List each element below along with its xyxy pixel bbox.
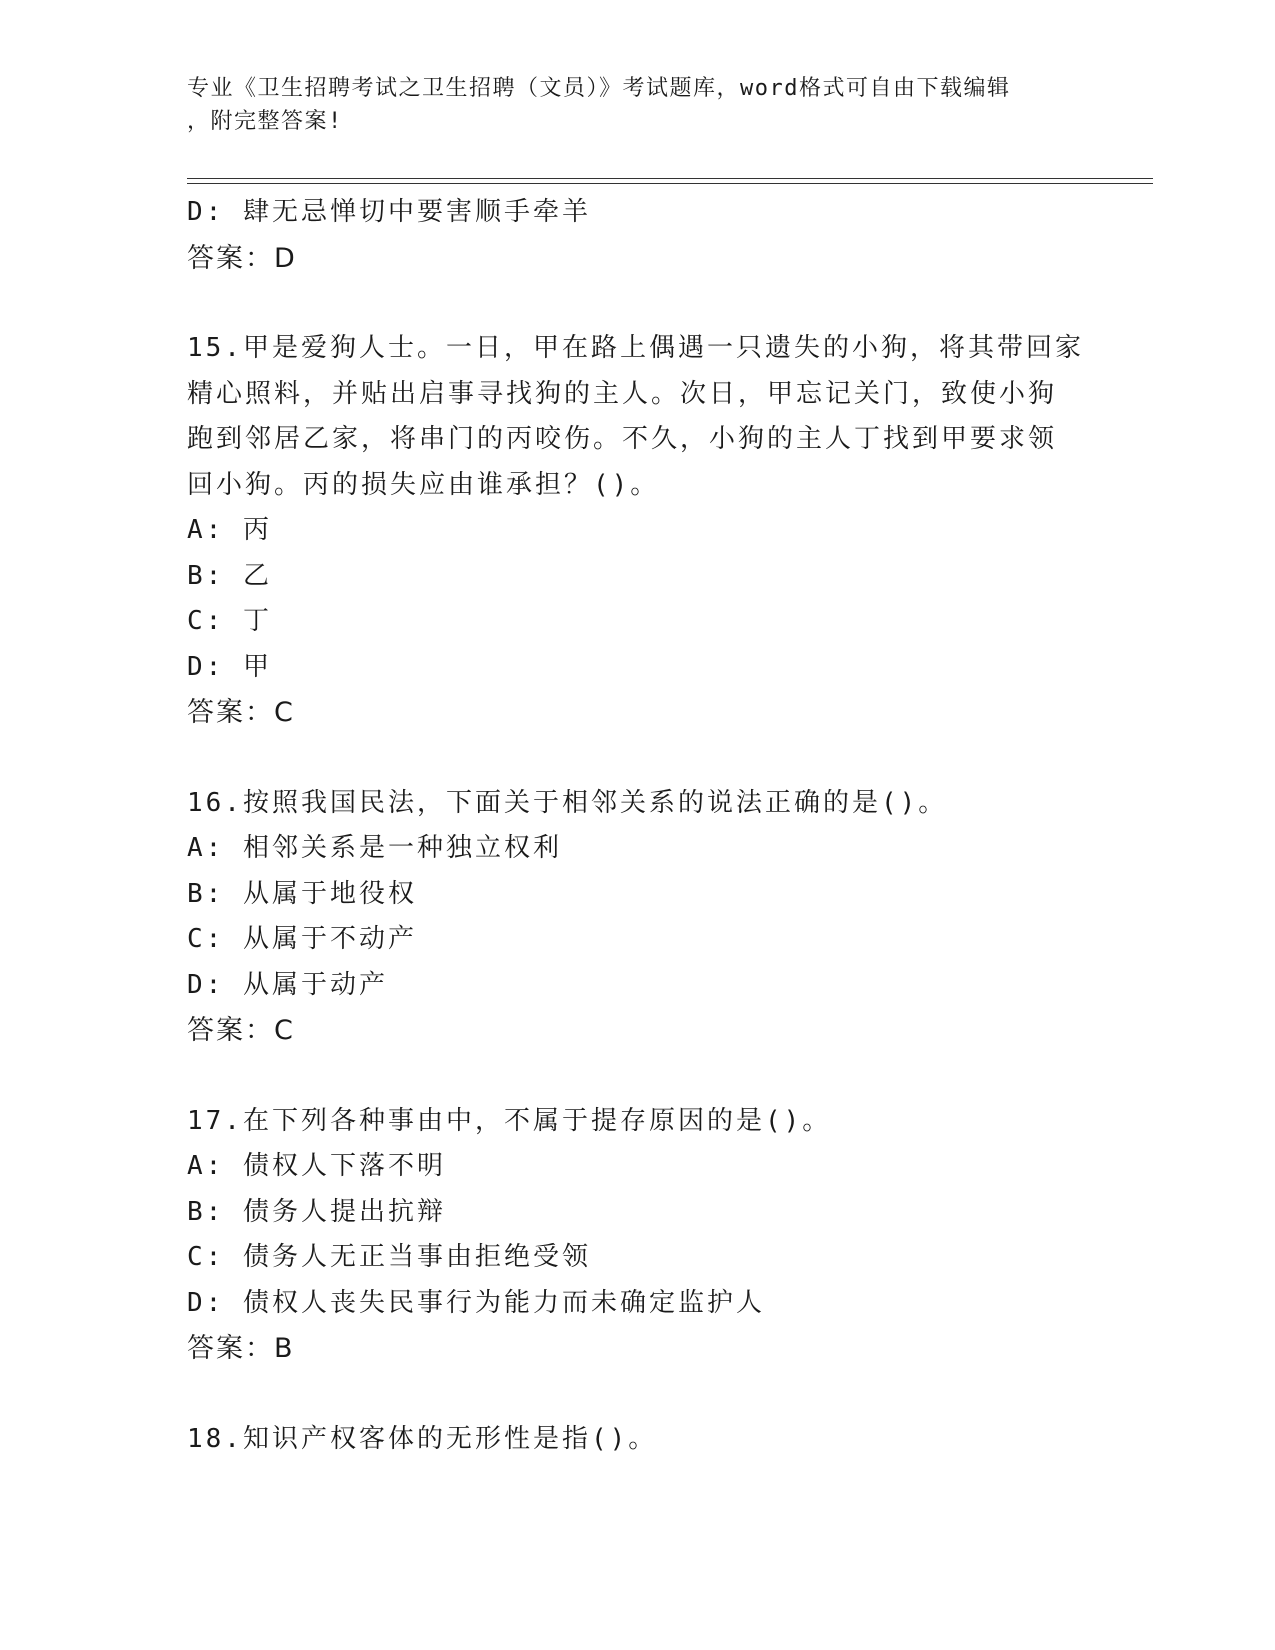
question-17	[187, 1099, 1087, 1372]
option-a: A: 相邻关系是一种独立权利	[187, 833, 562, 863]
answer: 答案：D	[187, 242, 297, 274]
option-a: A: 丙	[187, 515, 272, 545]
question-text: 18.知识产权客体的无形性是指()。	[187, 1423, 658, 1454]
question-text-line: 跑到邻居乙家，将串门的丙咬伤。不久，小狗的主人丁找到甲要求领	[187, 424, 1058, 454]
option-c: C: 丁	[187, 606, 272, 636]
spacer	[187, 1372, 1087, 1417]
question-text: 16.按照我国民法，下面关于相邻关系的说法正确的是()。	[187, 787, 948, 818]
document-body	[187, 190, 1087, 1462]
option-c: C: 从属于不动产	[187, 924, 417, 954]
option-a: A: 债权人下落不明	[187, 1151, 446, 1181]
header-rule-bottom	[187, 183, 1153, 184]
header-line-2: ，附完整答案!	[187, 109, 343, 134]
question-16	[187, 781, 1087, 1054]
question-text-line: 15.甲是爱狗人士。一日，甲在路上偶遇一只遗失的小狗，将其带回家	[187, 333, 1084, 363]
question-18	[187, 1417, 1087, 1463]
option-d: D: 肆无忌惮切中要害顺手牵羊	[187, 197, 591, 227]
header-rule-top	[187, 178, 1153, 179]
answer: 答案：B	[187, 1333, 295, 1364]
page-header	[187, 72, 1087, 138]
option-d: D: 从属于动产	[187, 969, 388, 1000]
question-text: 17.在下列各种事由中，不属于提存原因的是()。	[187, 1105, 832, 1136]
question-text-line: 精心照料，并贴出启事寻找狗的主人。次日，甲忘记关门，致使小狗	[187, 378, 1058, 409]
option-d: D: 债权人丧失民事行为能力而未确定监护人	[187, 1287, 765, 1318]
option-c: C: 债务人无正当事由拒绝受领	[187, 1242, 591, 1272]
header-line-1: 专业《卫生招聘考试之卫生招聘（文员）》考试题库，word格式可自由下载编辑	[187, 76, 1011, 101]
question-text-line: 回小狗。丙的损失应由谁承担？()。	[187, 469, 660, 500]
option-d: D: 甲	[187, 651, 272, 682]
option-b: B: 乙	[187, 560, 272, 591]
answer: 答案：C	[187, 697, 295, 728]
spacer	[187, 1054, 1087, 1099]
answer: 答案：C	[187, 1015, 295, 1046]
spacer	[187, 736, 1087, 781]
option-b: B: 债务人提出抗辩	[187, 1196, 446, 1227]
question-15	[187, 326, 1087, 736]
question-text	[187, 326, 1087, 508]
spacer	[187, 281, 1087, 326]
option-b: B: 从属于地役权	[187, 878, 417, 909]
